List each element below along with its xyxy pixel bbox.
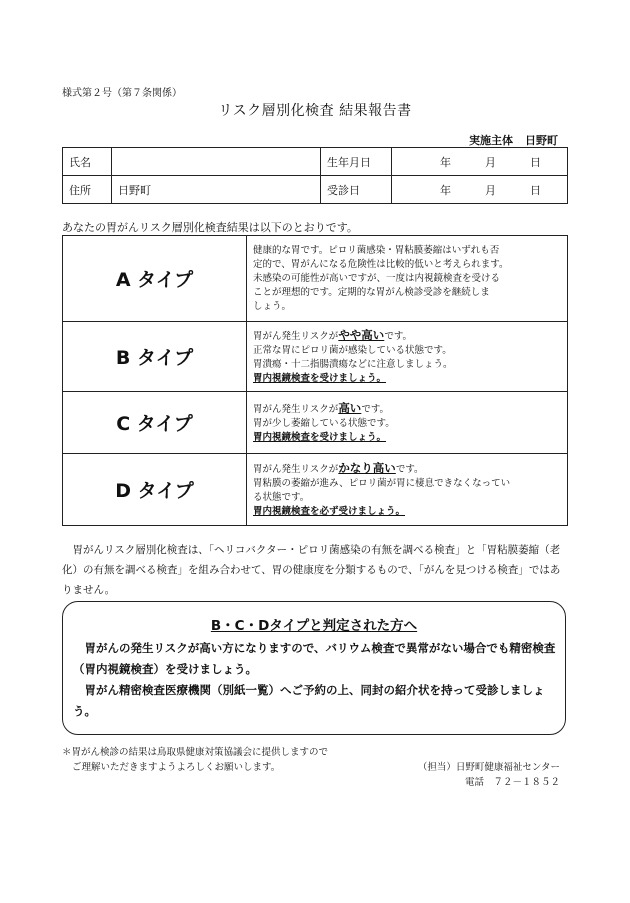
desc-line: 未感染の可能性が高いですが、一度は内視鏡検査を受ける — [253, 272, 501, 284]
year-unit: 年 — [440, 183, 451, 197]
type-row-d — [63, 454, 568, 526]
action-line: 胃内視鏡検査を受けましょう。 — [253, 372, 387, 384]
risk-line: 胃がん発生リスクが高いです。 — [253, 400, 390, 415]
name-label: 氏名 — [63, 148, 112, 176]
desc-line: 胃粘膜の萎縮が進み、ピロリ菌が胃に棲息できなくなってい — [253, 477, 511, 489]
desc-line: 定的で、胃がんになる危険性は比較的低いと考えられます。 — [253, 258, 509, 270]
risk-level: 高い — [338, 400, 362, 415]
day-unit: 日 — [530, 183, 541, 197]
type-b-description — [247, 322, 568, 392]
name-field[interactable] — [112, 148, 321, 176]
desc-line: る状態です。 — [253, 491, 310, 503]
sponsor-name: 日野町 — [525, 134, 558, 147]
footnote-line: ＊胃がん検診の結果は鳥取県健康対策協議会に提供しますので — [62, 747, 329, 758]
risk-line: 胃がん発生リスクがやや高いです。 — [253, 327, 413, 342]
year-unit: 年 — [440, 155, 451, 169]
notice-title: B・C・Dタイプと判定された方へ — [210, 618, 418, 634]
type-b-name: B タイプ — [63, 322, 247, 392]
type-d-description — [247, 454, 568, 526]
contact-phone: 電話 ７２－１８５２ — [464, 777, 560, 788]
footnote-line: ご理解いただきますようよろしくお願いします。 — [72, 762, 281, 773]
sponsor — [469, 132, 558, 148]
address-label: 住所 — [63, 176, 112, 204]
sponsor-label: 実施主体 — [469, 134, 513, 147]
desc-line: 正常な胃にピロリ菌が感染している状態です。 — [253, 344, 452, 356]
intro-text: あなたの胃がんリスク層別化検査結果は以下のとおりです。 — [62, 221, 358, 234]
type-row-a — [63, 236, 568, 322]
explanation-text: 胃がんリスク層別化検査は、「ヘリコバクター・ピロリ菌感染の有無を調べる検査」と「胃粘膜萎縮（老化）の有無を調べる検査」を組み合わせて、胃の健康度を分類するもので、「がんを見つける検査」ではありません。 — [62, 544, 561, 596]
exam-date-label: 受診日 — [321, 176, 392, 204]
notice-box — [62, 601, 566, 735]
risk-level: かなり高い — [338, 460, 396, 475]
type-c-name: C タイプ — [63, 392, 247, 454]
footnote — [62, 745, 328, 775]
desc-line: ことが理想的です。定期的な胃がん検診受診を継続しま — [253, 286, 490, 298]
desc-line: 胃が少し萎縮している状態です。 — [253, 417, 395, 429]
contact-info — [418, 760, 560, 790]
notice-body — [63, 634, 565, 722]
address-field[interactable]: 日野町 — [112, 176, 321, 204]
notice-paragraph: 胃がん精密検査医療機関（別紙一覧）へご予約の上、同封の紹介状を持って受診しましょう。 — [73, 683, 545, 718]
birth-date-field[interactable] — [392, 148, 568, 176]
desc-line: 胃潰瘍・十二指腸潰瘍などに注意しましょう。 — [253, 358, 453, 370]
type-row-b — [63, 322, 568, 392]
day-unit: 日 — [530, 155, 541, 169]
page-title: リスク層別化検査 結果報告書 — [218, 103, 412, 119]
desc-line: 健康的な胃です。ピロリ菌感染・胃粘膜萎縮はいずれも否 — [253, 244, 500, 256]
type-a-description — [247, 236, 568, 322]
type-a-name: A タイプ — [63, 236, 247, 322]
exam-date-field[interactable] — [392, 176, 568, 204]
notice-paragraph: 胃がんの発生リスクが高い方になりますので、バリウム検査で異常がない場合でも精密検査（胃内視鏡検査）を受けましょう。 — [73, 641, 556, 676]
month-unit: 月 — [485, 155, 496, 169]
desc-line: しょう。 — [253, 300, 292, 312]
risk-level: やや高い — [338, 327, 385, 342]
result-types-table — [62, 235, 568, 526]
contact-dept: （担当）日野町健康福祉センター — [417, 762, 560, 773]
patient-info-table — [62, 147, 568, 204]
action-line: 胃内視鏡検査を必ず受けましょう。 — [253, 505, 406, 517]
birth-label: 生年月日 — [321, 148, 392, 176]
type-row-c — [63, 392, 568, 454]
type-d-name: D タイプ — [63, 454, 247, 526]
form-number: 様式第２号（第７条関係） — [62, 88, 182, 99]
action-line: 胃内視鏡検査を受けましょう。 — [253, 431, 387, 443]
risk-line: 胃がん発生リスクがかなり高いです。 — [253, 460, 424, 475]
month-unit: 月 — [485, 183, 496, 197]
type-c-description — [247, 392, 568, 454]
